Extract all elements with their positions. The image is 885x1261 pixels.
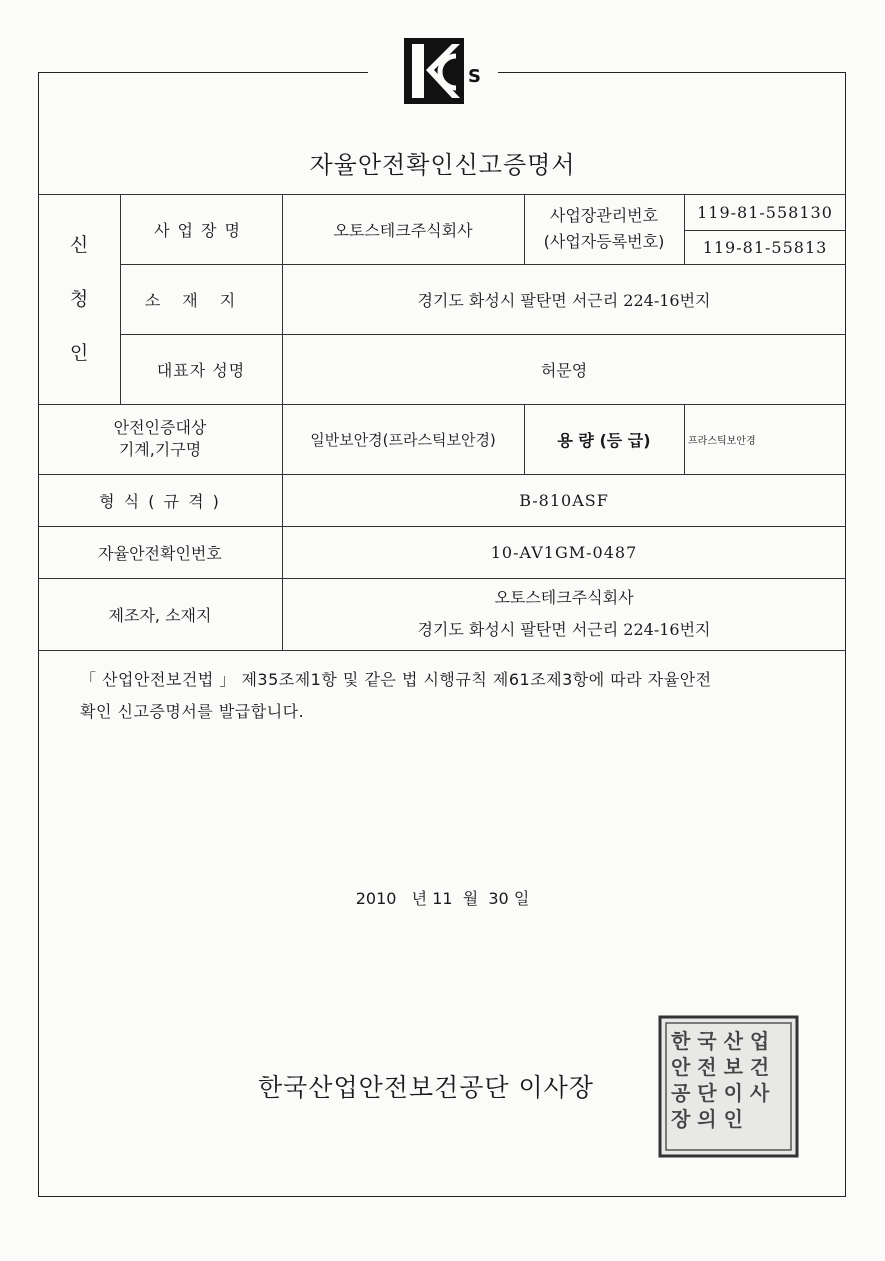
capacity-label: 용 량 (등 급): [557, 430, 651, 450]
maker-name: 오토스테크주식회사: [494, 588, 634, 607]
target-value: 일반보안경(프라스틱보안경): [310, 430, 496, 449]
maker-label: 제조자, 소재지: [108, 605, 212, 625]
confirm-value: 10-AV1GM-0487: [490, 542, 638, 562]
svg-text:공 단 이 사: 공 단 이 사: [671, 1081, 770, 1105]
statement-line: 확인 신고증명서를 발급합니다.: [80, 702, 305, 721]
location-label: 소재지: [144, 290, 258, 310]
page-title: 자율안전확인신고증명서: [309, 151, 576, 179]
company-label: 사업장명: [154, 220, 248, 240]
mgmt-label-line: (사업자등록번호): [543, 232, 665, 251]
reg-number-value: 119-81-55813: [702, 237, 828, 257]
side-char: 인: [69, 342, 89, 364]
kcs-logo: [368, 30, 498, 110]
issue-date: 2010 년 11 월 30 일: [355, 889, 530, 908]
svg-text:장 의 인: 장 의 인: [671, 1107, 743, 1131]
svg-text:안 전 보 건: 안 전 보 건: [671, 1055, 770, 1079]
target-label: [38, 404, 282, 474]
target-label-line: 기계,기구명: [118, 440, 202, 459]
statement-line: 「 산업안전보건법 」 제35조제1항 및 같은 법 시행규칙 제61조제3항에 따라 자율안전: [80, 670, 712, 689]
side-char: 청: [69, 288, 89, 310]
issuer-name: 한국산업안전보건공단 이사장: [258, 1073, 594, 1102]
applicant-side-label: [38, 194, 120, 404]
table-line: [38, 650, 846, 651]
svg-text:한 국 산 업: 한 국 산 업: [671, 1029, 770, 1053]
side-char: 신: [69, 234, 89, 256]
confirm-label: 자율안전확인번호: [98, 543, 222, 563]
official-seal: [657, 1014, 800, 1159]
maker-address: 경기도 화성시 팔탄면 서근리 224-16번지: [417, 620, 711, 639]
company-value: 오토스테크주식회사: [333, 220, 473, 240]
statement: [80, 664, 840, 728]
maker-value: [282, 578, 846, 650]
location-value: 경기도 화성시 팔탄면 서근리 224-16번지: [417, 290, 711, 310]
target-label-line: 안전인증대상: [113, 418, 207, 437]
mgmt-label-line: 사업장관리번호: [549, 206, 659, 225]
rep-value: 허문영: [540, 360, 588, 380]
model-value: B-810ASF: [519, 490, 609, 510]
model-label: 형 식 ( 규 격 ): [99, 491, 221, 511]
logo-text-s: S: [468, 66, 481, 87]
mgmt-number-label: [524, 194, 684, 264]
capacity-value: 프라스틱보안경: [688, 435, 756, 447]
rep-label: 대표자 성명: [156, 360, 246, 380]
mgmt-number-value: 119-81-558130: [697, 202, 833, 222]
